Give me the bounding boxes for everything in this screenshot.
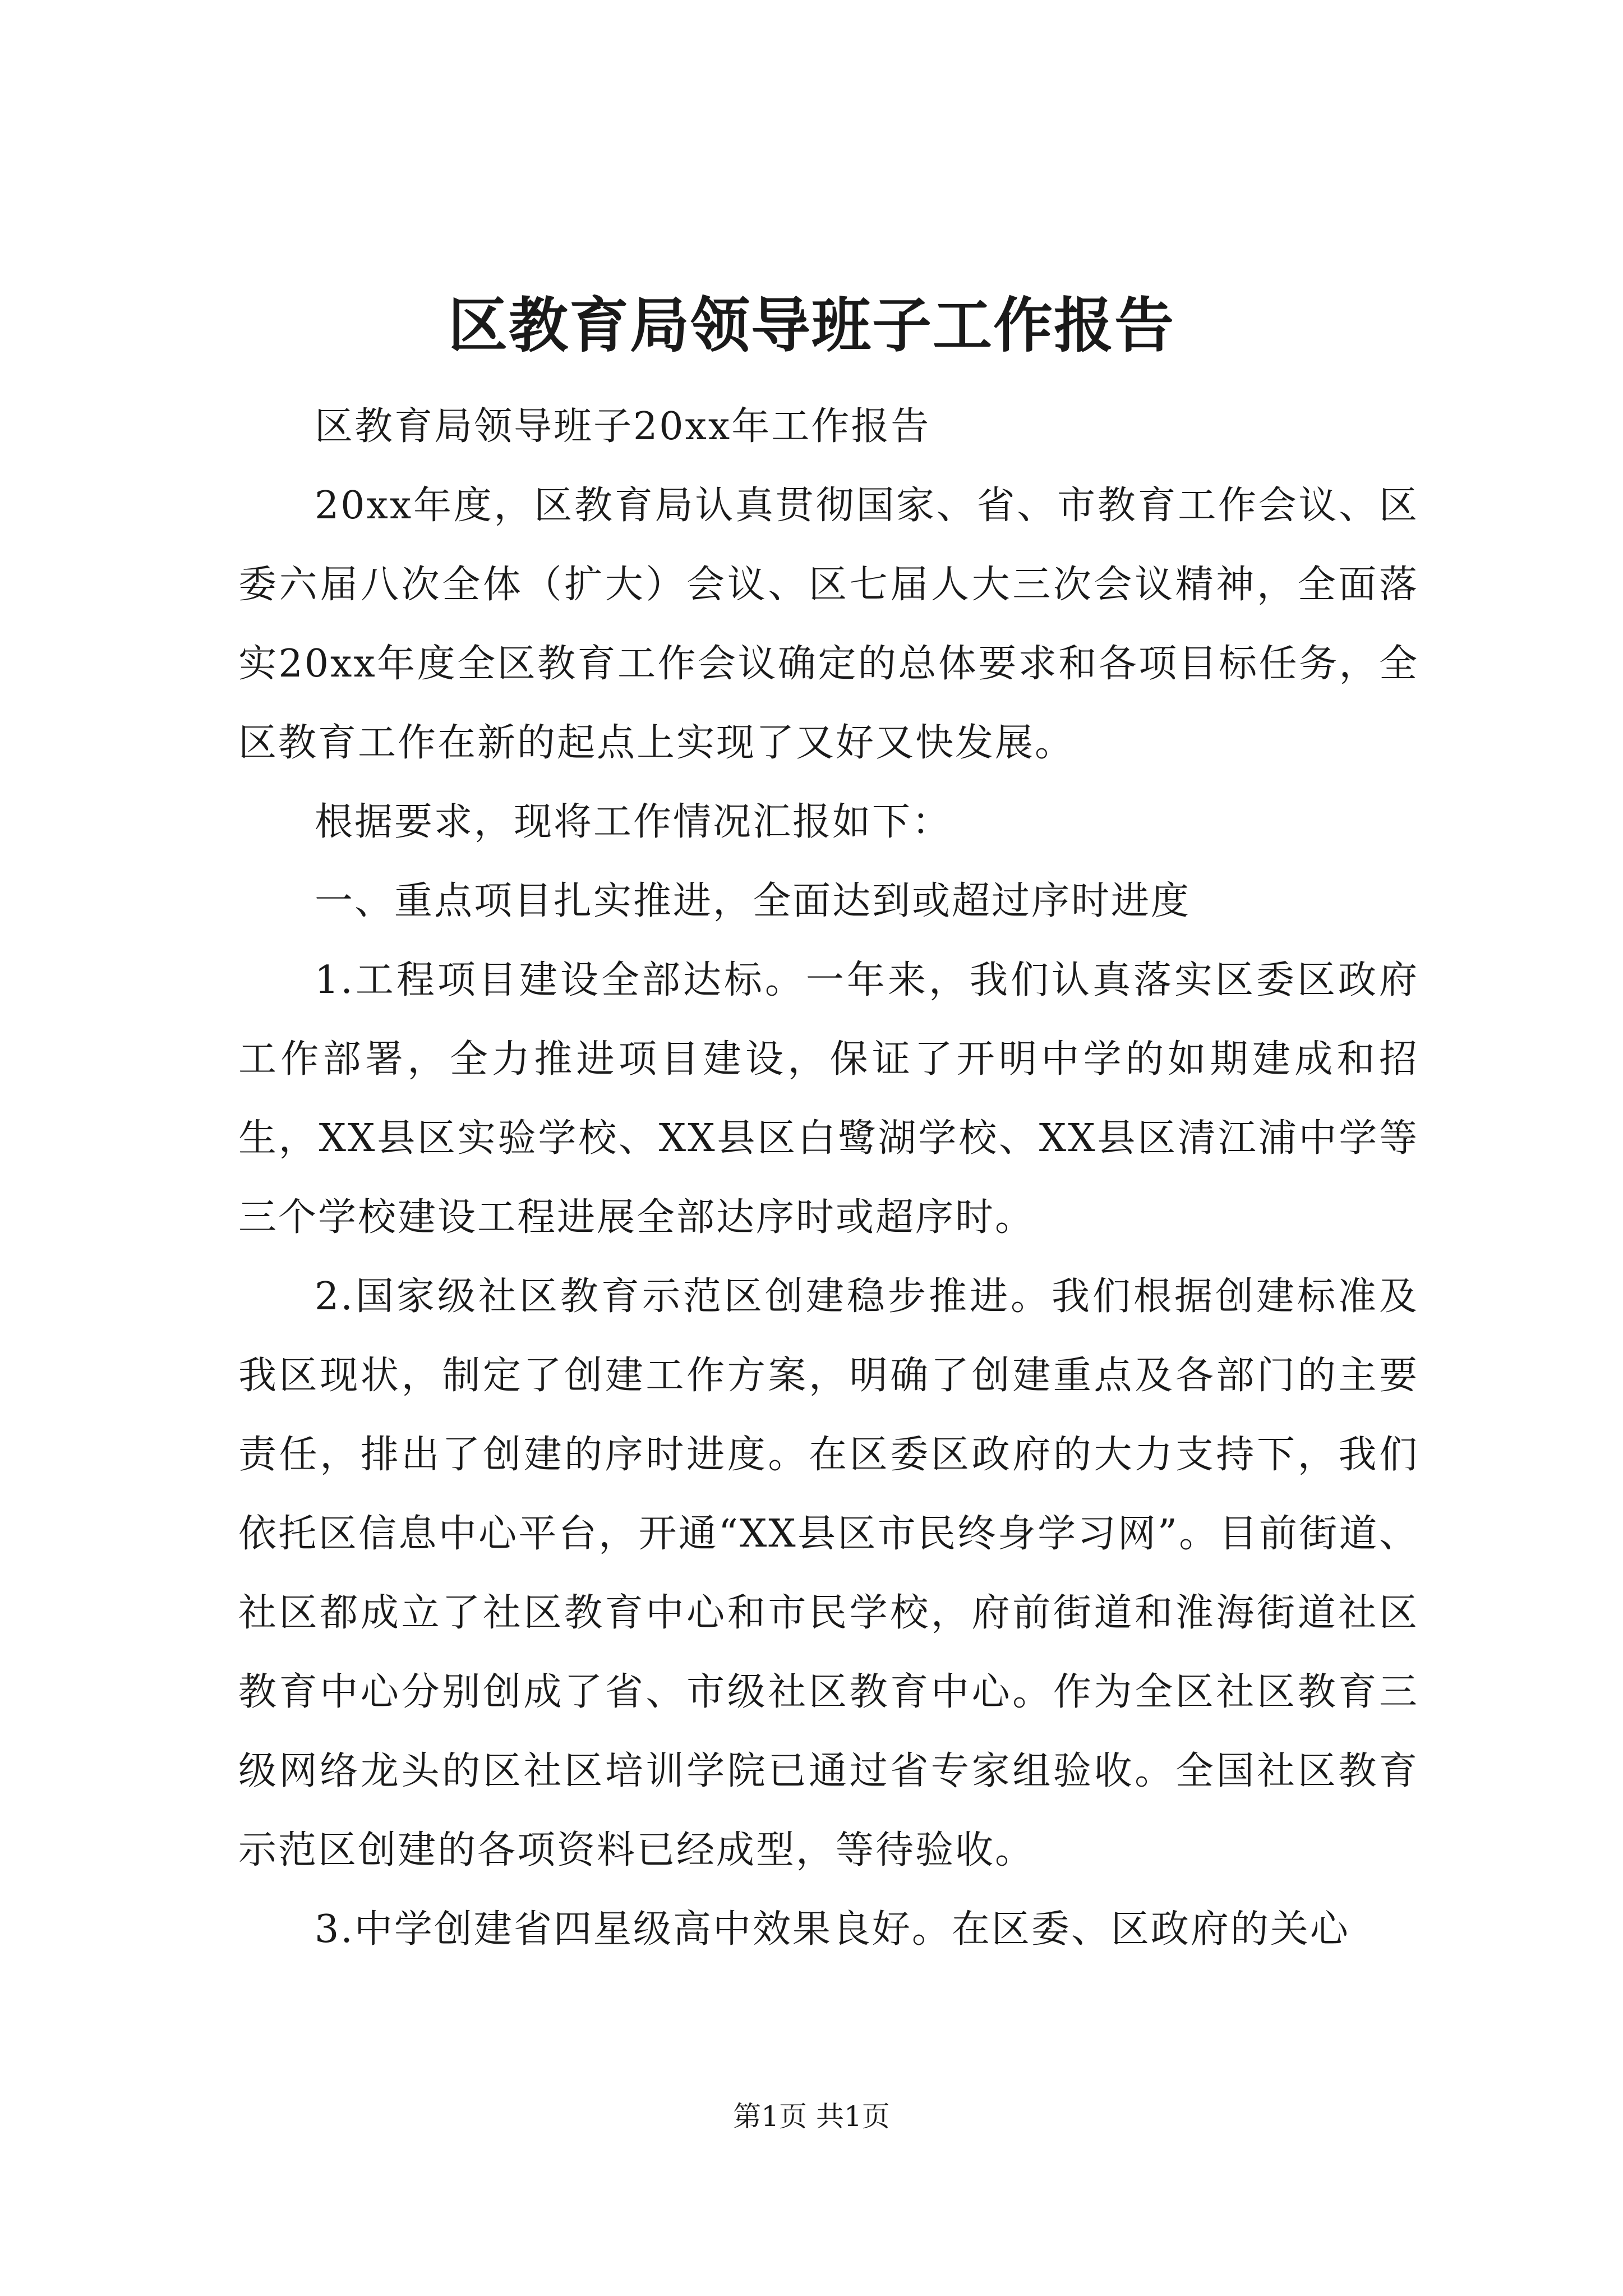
subtitle-paragraph: 区教育局领导班子20xx年工作报告: [315, 404, 931, 449]
page-footer: 第1页 共1页: [733, 2100, 890, 2133]
document-title: 区教育局领导班子工作报告: [448, 290, 1175, 360]
item-paragraph-3: 3.中学创建省四星级高中效果良好。在区委、区政府的关心: [315, 1907, 1350, 1952]
section-heading: 一、重点项目扎实推进，全面达到或超过序时进度: [315, 879, 1191, 923]
intro-paragraph: 20xx年度，区教育局认真贯彻国家、省、市教育工作会议、区委六届八次全体（扩大）会议、区七届人大三次会议精神，全面落实20xx年度全区教育工作会议确定的总体要求和各项目标任务，全区教育工作在新的起点上实现了又好又快发展。: [238, 484, 1419, 765]
report-lead-paragraph: 根据要求，现将工作情况汇报如下：: [315, 800, 952, 844]
item-paragraph-1: 1.工程项目建设全部达标。一年来，我们认真落实区委区政府工作部署，全力推进项目建设，保证了开明中学的如期建成和招生，XX县区实验学校、XX县区白鹭湖学校、XX县区清江浦中学等三个学校建设工程进展全部达序时或超序时。: [238, 958, 1419, 1240]
item-paragraph-2: 2.国家级社区教育示范区创建稳步推进。我们根据创建标准及我区现状，制定了创建工作方案，明确了创建重点及各部门的主要责任，排出了创建的序时进度。在区委区政府的大力支持下，我们依托区信息中心平台，开通“XX县区市民终身学习网”。目前街道、社区都成立了社区教育中心和市民学校，府前街道和淮海街道社区教育中心分别创成了省、市级社区教育中心。作为全区社区教育三级网络龙头的区社区培训学院已通过省专家组验收。全国社区教育示范区创建的各项资料已经成型，等待验收。: [238, 1274, 1419, 1872]
document-body: [238, 387, 1419, 1969]
